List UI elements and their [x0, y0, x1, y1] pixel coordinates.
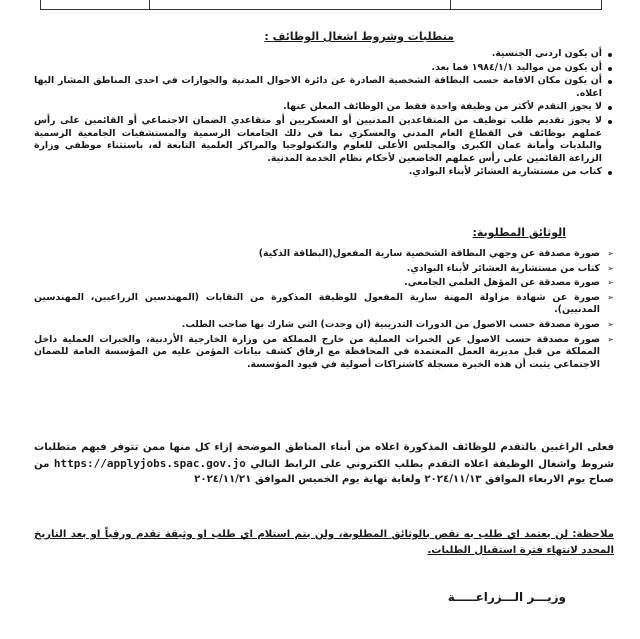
- requirements-list: [34, 48, 614, 180]
- announcement-dates: من صباح يوم الاربعاء الموافق ٢٠٢٤/١١/١٣ ولغاية نهاية يوم الخميس الموافق ٢٠٢٤/١١/٢١: [34, 458, 614, 485]
- list-item: لا يجوز التقدم لأكثر من وظيفة واحدة فقط من الوظائف المعلن عنها.: [34, 101, 614, 114]
- list-item: أن يكون من مواليد ١٩٨٤/١/١ فما بعد.: [34, 62, 614, 75]
- list-item: ➢ كتاب من مستشارية العشائر لأبناء البوادي.: [34, 263, 614, 276]
- list-item: أن يكون مكان الاقامة حسب البطاقة الشخصية الصادرة عن دائرة الاحوال المدنية والجوازات في احدى المناطق المشار اليها اعلاه.: [34, 75, 614, 100]
- top-table-fragment: [40, 0, 602, 10]
- minister-signature: وزيـــر الـــزراعـــــة: [447, 590, 566, 604]
- list-item: ➢ صورة مصدقة حسب الاصول من الدورات التدريبية (ان وجدت) التي شارك بها صاحب الطلب.: [34, 319, 614, 332]
- list-item: ➢ صورة مصدقة حسب الاصول عن الخبرات العملية من خارج المملكة من وزارة الخارجية الأردنية، والخبرات العملية داخل المملكة من قبل مديرية العمل المعتمدة في المحافظة مع ارفاق كشف بيانات المؤمن عليه من المؤسسة العامة للضمان الاجتماعي يثبت أن هذه الخبرة مسجلة كاشتراكات أصولية في قيود المؤسسة.: [34, 334, 614, 372]
- table-cell: [450, 0, 601, 9]
- announcement-paragraph: [34, 440, 614, 488]
- list-item: ➢ صورة مصدقة عن المؤهل العلمي الجامعي.: [34, 277, 614, 290]
- table-cell: [149, 0, 450, 9]
- note-paragraph: ملاحظة: لن يعتمد اي طلب به نقص بالوثائق المطلوبة، ولن يتم استلام اي طلب او وثيقة تقدم ورقياً او بعد التاريخ المحدد لانتهاء فترة استقبال الطلبات.: [34, 529, 614, 556]
- list-item: لا يجوز تقديم طلب توظيف من المتقاعدين المدنيين أو العسكريين أو متقاعدي الضمان الاجتماعي أو القائمين على رأس عملهم بوظائف في القطاع العام المدني والعسكري بما في ذلك الجامعات الرسمية والمستشفيات الجامعية الرسمية والبلديات وأمانة عمان الكبرى والمجلس الأعلى للعلوم والتكنولوجيا والمراكز العلمية التابعة له، باستثناء موظفي وزارة الزراعة القائمين على رأس عملهم الخاضعين لأحكام نظام الخدمة المدنية.: [34, 115, 614, 165]
- requirements-heading: متطلبات وشروط اشغال الوظائف :: [264, 30, 454, 43]
- announcement-text: فعلى الراغبين بالتقدم للوظائف المذكورة اعلاه من أبناء المناطق الموضحة إزاء كل منها ممن تتوفر فيهم متطلبات شروط واشغال الوظيفة اعلاه التقدم بطلب الكتروني على الرابط التالي: [34, 442, 614, 470]
- list-item: كتاب من مستشارية العشائر لأبناء البوادي.: [34, 166, 614, 179]
- list-item: أن يكون اردني الجنسية.: [34, 48, 614, 61]
- apply-link[interactable]: https://applyjobs.spac.gov.jo: [53, 456, 246, 470]
- documents-list: [34, 248, 614, 373]
- documents-heading: الوثائق المطلوبة:: [472, 226, 566, 239]
- list-item: ➢ صورة عن شهادة مزاولة المهنة سارية المفعول للوظيفة المذكورة من النقابات (المهندسين الزراعيين، المهندسين المدنيين).: [34, 292, 614, 317]
- list-item: ➢ صورة مصدقة عن وجهي البطاقة الشخصية سارية المفعول(البطاقة الذكية): [34, 248, 614, 261]
- table-cell: [41, 0, 149, 9]
